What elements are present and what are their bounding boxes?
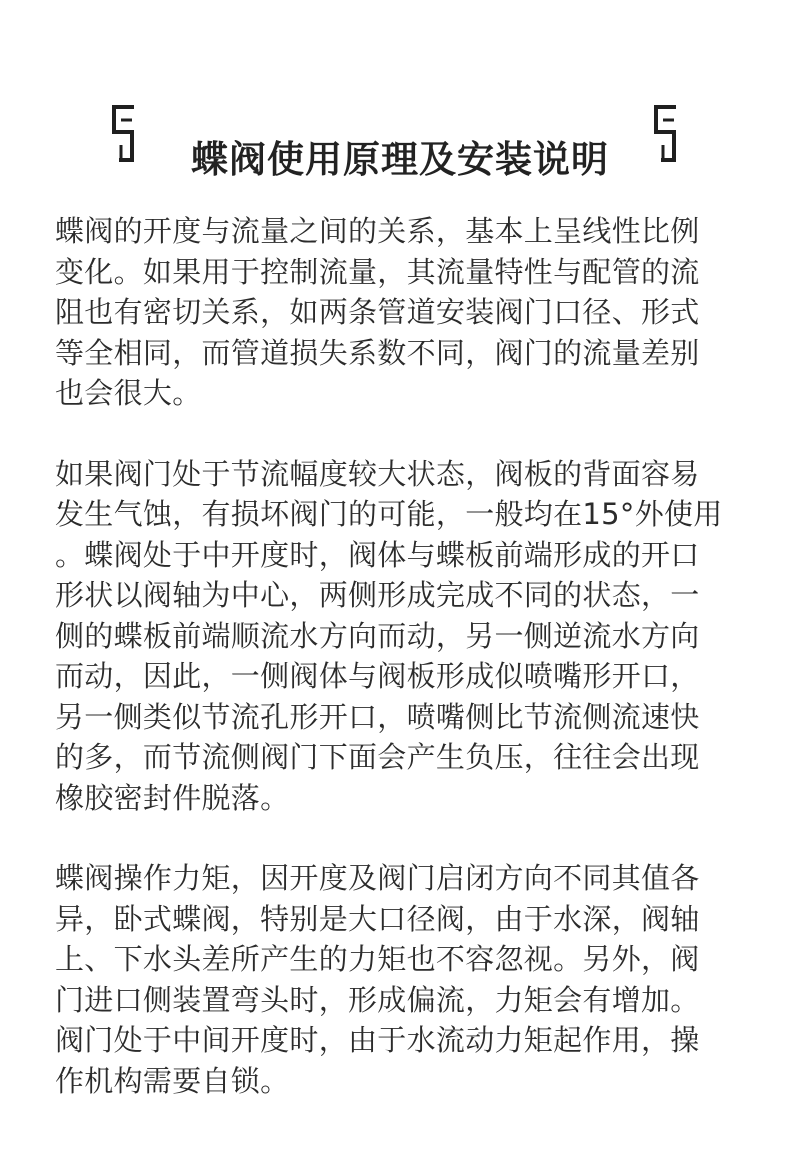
text-line: 蝶阀操作力矩，因开度及阀门启闭方向不同其值各 bbox=[55, 861, 700, 895]
text-line: 也会很大。 bbox=[55, 376, 202, 410]
text-line: 变化。如果用于控制流量，其流量特性与配管的流 bbox=[55, 254, 700, 289]
paragraph-3 bbox=[55, 858, 745, 1101]
text-line: 的多，而节流侧阀门下面会产生负压，往往会出现 bbox=[55, 740, 700, 774]
text-line: 。蝶阀处于中开度时，阀体与蝶板前端形成的开口 bbox=[55, 537, 700, 572]
header bbox=[0, 100, 800, 181]
text-line: 阀门处于中间开度时，由于水流动力矩起作用，操 bbox=[55, 1023, 700, 1057]
page-title: 蝶阀使用原理及安装说明 bbox=[191, 137, 609, 181]
text-line: 异，卧式蝶阀，特别是大口径阀，由于水深，阀轴 bbox=[55, 901, 700, 936]
text-line: 阻也有密切关系，如两条管道安装阀门口径、形式 bbox=[55, 295, 700, 329]
article-body bbox=[55, 211, 745, 1141]
text-line: 门进口侧装置弯头时，形成偏流，力矩会有增加。 bbox=[55, 982, 700, 1017]
text-line: 另一侧类似节流孔形开口，喷嘴侧比节流侧流速快 bbox=[55, 699, 700, 734]
paragraph-1 bbox=[55, 211, 745, 414]
text-line: 如果阀门处于节流幅度较大状态，阀板的背面容易 bbox=[55, 456, 700, 491]
text-line: 侧的蝶板前端顺流水方向而动，另一侧逆流水方向 bbox=[55, 618, 700, 653]
text-line: 橡胶密封件脱落。 bbox=[55, 780, 290, 815]
title-ornament-right-icon bbox=[650, 102, 680, 166]
text-line: 形状以阀轴为中心，两侧形成完成不同的状态，一 bbox=[55, 578, 700, 612]
text-line: 等全相同，而管道损失系数不同，阀门的流量差别 bbox=[55, 335, 700, 370]
title-ornament-left-icon bbox=[108, 102, 138, 166]
text-line: 而动，因此，一侧阀体与阀板形成似喷嘴形开口， bbox=[55, 659, 700, 693]
text-line: 发生气蚀，有损坏阀门的可能，一般均在15°外使用 bbox=[55, 497, 723, 531]
text-line: 作机构需要自锁。 bbox=[55, 1063, 290, 1098]
text-line: 蝶阀的开度与流量之间的关系，基本上呈线性比例 bbox=[55, 214, 700, 248]
text-line: 上、下水头差所产生的力矩也不容忽视。另外，阀 bbox=[55, 942, 700, 976]
paragraph-2 bbox=[55, 454, 745, 819]
